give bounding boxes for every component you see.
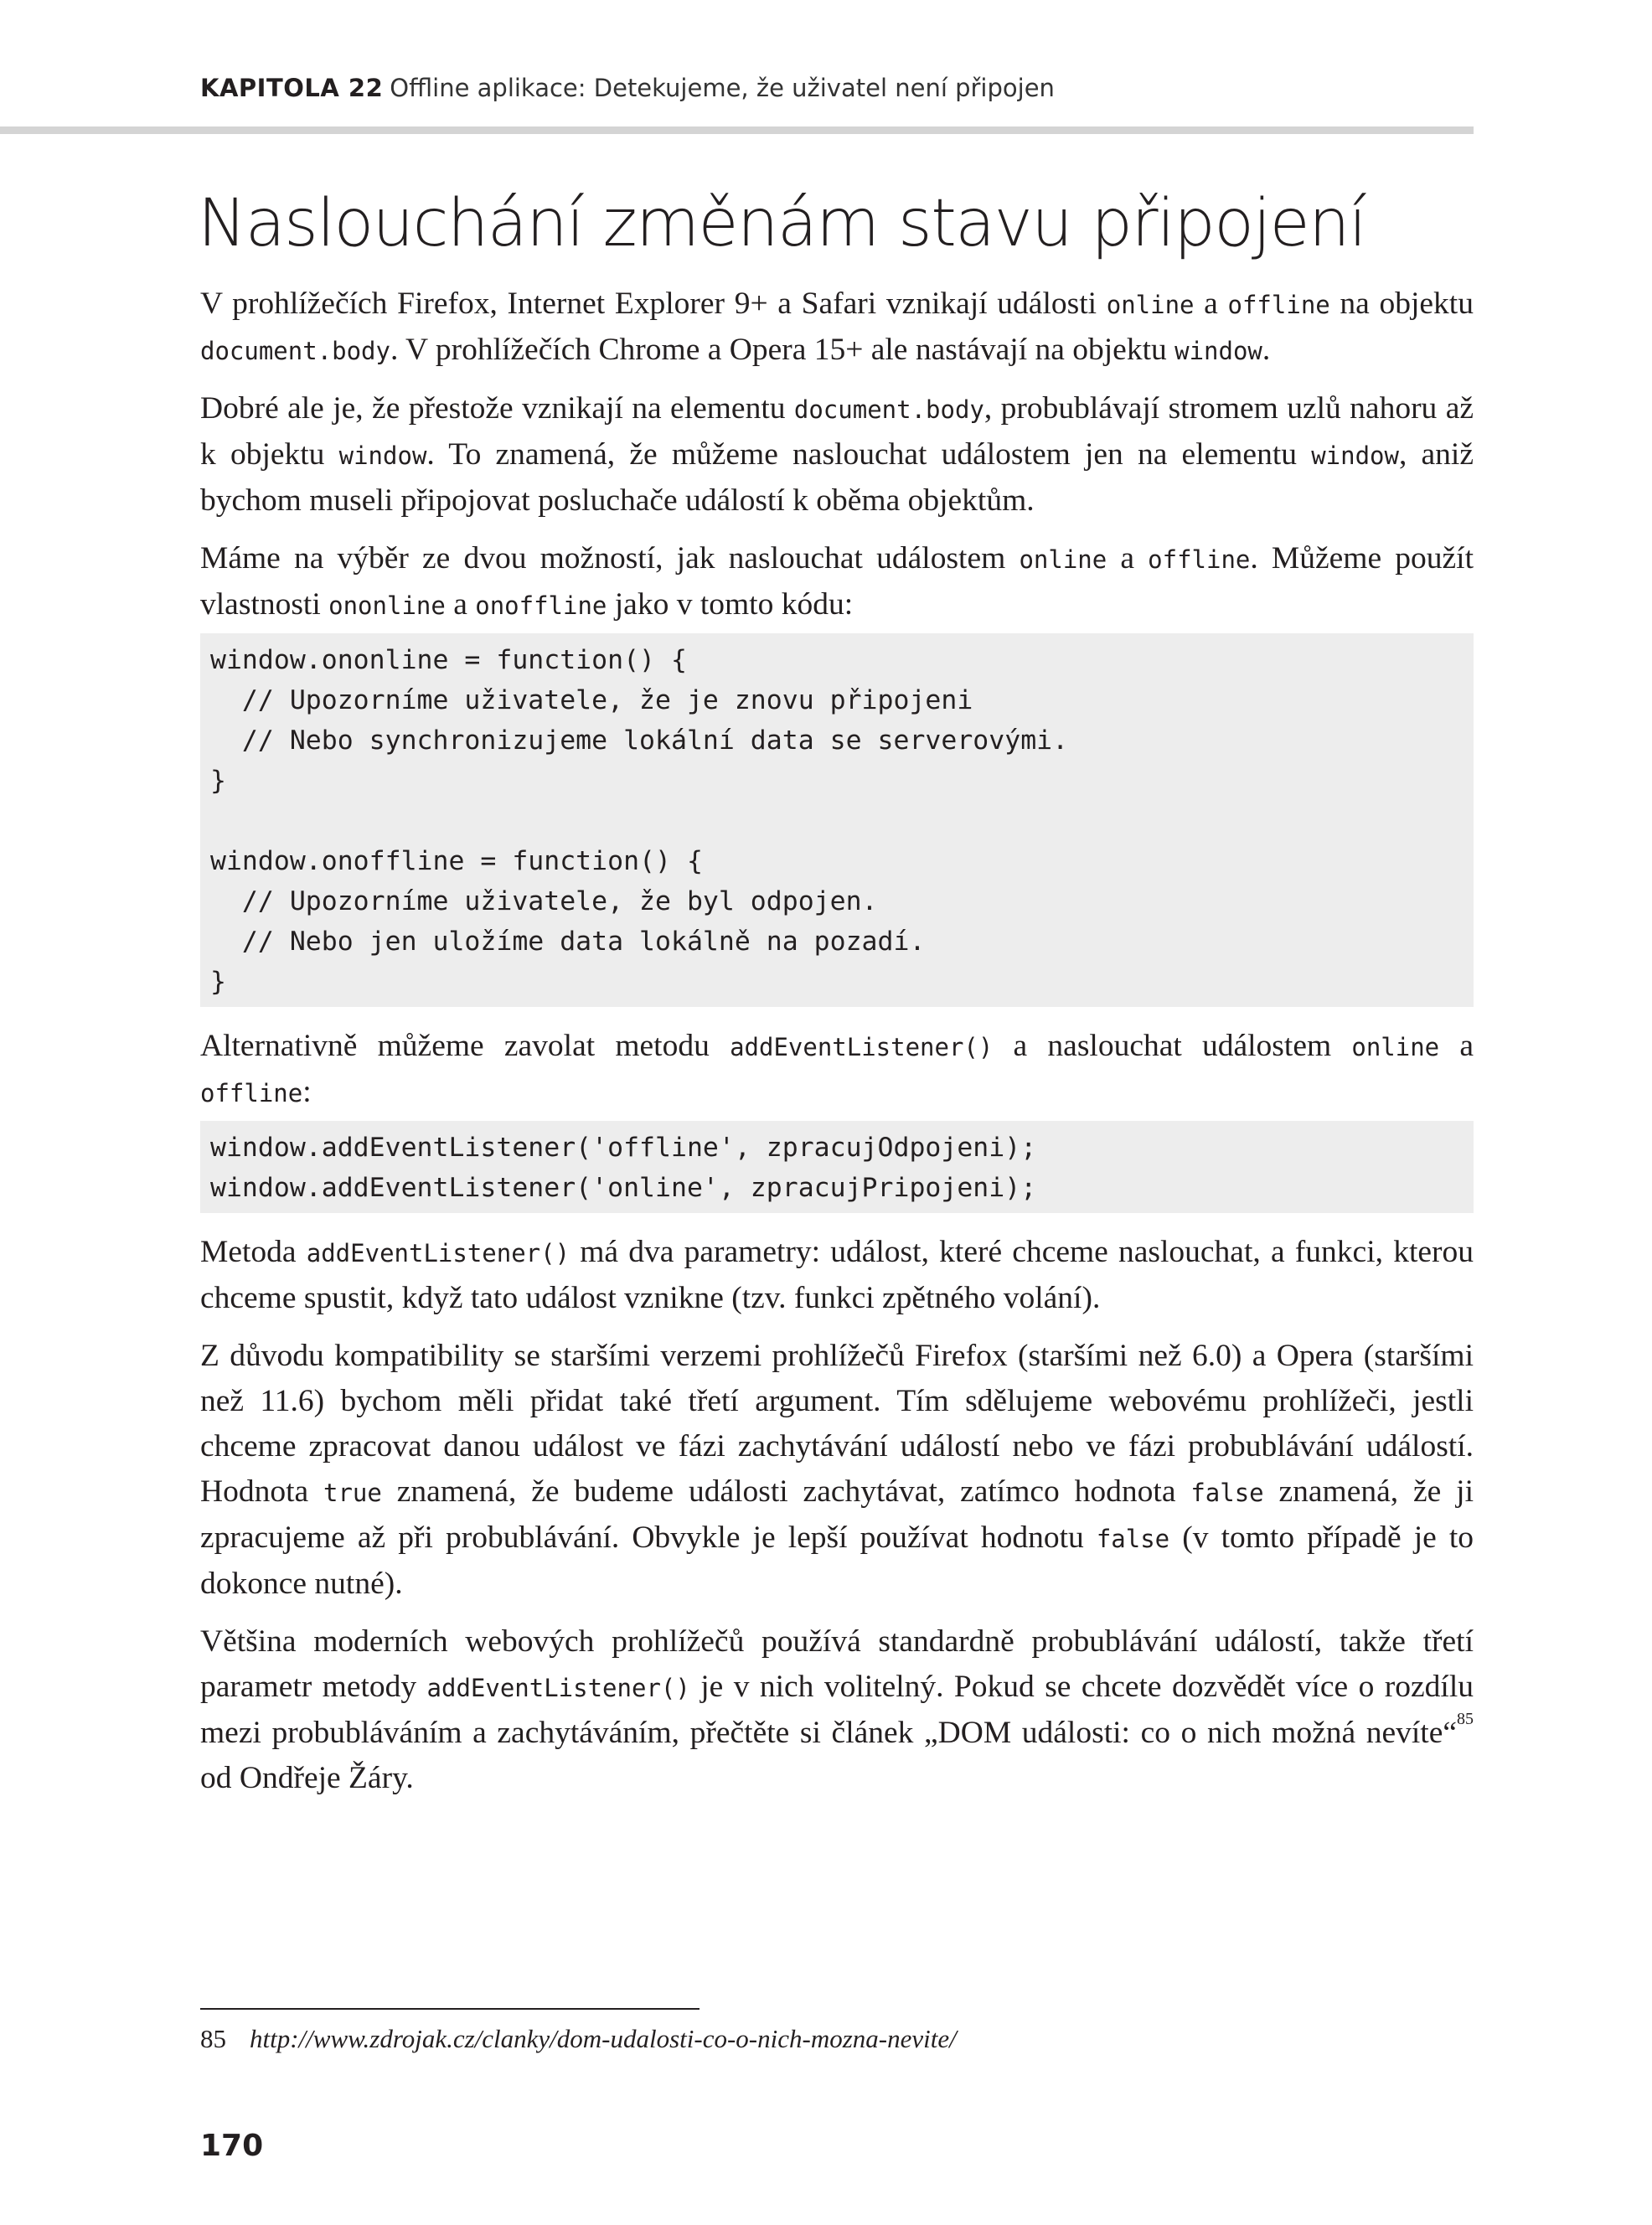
inline-code: document.body	[200, 337, 390, 365]
text: a	[1439, 1029, 1474, 1063]
text: Máme na výběr ze dvou možností, jak naslouchat událostem	[200, 541, 1020, 576]
text: , probublávají stromem uzlů nahoru až k objektu	[200, 391, 1474, 472]
text: Dobré ale je, že přestože vznikají na elementu	[200, 391, 794, 426]
text: na objektu	[1329, 287, 1474, 321]
main-content	[200, 281, 1474, 1814]
inline-code: online	[1019, 545, 1107, 574]
inline-code: addEventListener()	[730, 1033, 994, 1061]
inline-code: window	[1311, 441, 1399, 470]
text: :	[302, 1075, 312, 1109]
footnote-ref[interactable]: 85	[1457, 1710, 1474, 1728]
header-rule	[0, 126, 1474, 134]
text: a naslouchat událostem	[993, 1029, 1352, 1063]
text: Z důvodu kompatibility se staršími verzemi prohlížečů Firefox (staršími než 6.0) a Opera (staršími než 11.6) bychom měli přidat také třetí argument. Tím sdělujeme webovému prohlížeči, jestli chceme zpracovat danou událost ve fázi zachytávání událostí nebo ve fázi probublávání událostí. Hodnota	[200, 1339, 1474, 1509]
inline-code: window	[338, 441, 427, 470]
inline-code: addEventListener()	[306, 1239, 570, 1267]
text: , aniž bychom museli připojovat posluchače událostí k oběma objektům.	[200, 437, 1474, 518]
paragraph-3	[200, 536, 1474, 628]
footnote	[200, 2024, 957, 2054]
text: .	[1262, 333, 1271, 367]
text: a	[445, 587, 476, 622]
code-block-2: window.addEventListener('offline', zpracujOdpojeni); window.addEventListener('online', zpracujPripojeni);	[200, 1121, 1474, 1213]
text: má dva parametry: událost, které chceme naslouchat, a funkci, kterou chceme spustit, když tato událost vznikne (tzv. funkci zpětného volání).	[200, 1235, 1474, 1315]
inline-code: offline	[1227, 291, 1330, 319]
footnote-url[interactable]: http://www.zdrojak.cz/clanky/dom-udalosti-co-o-nich-mozna-nevite/	[250, 2024, 957, 2053]
paragraph-5	[200, 1230, 1474, 1321]
text: Metoda	[200, 1235, 307, 1269]
paragraph-6	[200, 1334, 1474, 1607]
inline-code: online	[1106, 291, 1195, 319]
page-number: 170	[200, 2129, 264, 2163]
text: znamená, že budeme události zachytávat, zatímco hodnota	[381, 1474, 1191, 1509]
text: . V prohlížečích Chrome a Opera 15+ ale nastávají na objektu	[390, 333, 1175, 367]
running-header	[200, 74, 1474, 102]
text: od Ondřeje Žáry.	[200, 1761, 414, 1795]
text: . Můžeme použít vlastnosti	[200, 541, 1474, 622]
inline-code: false	[1096, 1525, 1170, 1553]
code-block-1: window.ononline = function() { // Upozorníme uživatele, že je znovu připojeni // Nebo synchronizujeme lokální data se serverovými. } window.onoffline = function() { // Upozorníme uživatele, že byl odpojen. // Nebo jen uložíme data lokálně na pozadí. }	[200, 633, 1474, 1007]
inline-code: document.body	[793, 395, 984, 424]
paragraph-2	[200, 386, 1474, 524]
inline-code: false	[1190, 1479, 1264, 1507]
paragraph-4	[200, 1024, 1474, 1116]
text: jako v tomto kódu:	[607, 587, 854, 622]
text: Alternativně můžeme zavolat metodu	[200, 1029, 730, 1063]
inline-code: onoffline	[475, 591, 607, 620]
inline-code: offline	[200, 1079, 303, 1107]
text: znamená, že ji zpracujeme až při probublávání. Obvykle je lepší používat hodnotu	[200, 1474, 1474, 1555]
text: . To znamená, že můžeme naslouchat událostem jen na elementu	[426, 437, 1312, 472]
text: (v tomto případě je to dokonce nutné).	[200, 1520, 1474, 1601]
section-title: Naslouchání změnám stavu připojení	[198, 186, 1366, 261]
paragraph-1	[200, 281, 1474, 374]
footnote-rule	[200, 2008, 700, 2010]
text: je v nich volitelný. Pokud se chcete dozvědět více o rozdílu mezi probubláváním a zachytáváním, přečtěte si článek „DOM události: co o nich možná nevíte“	[200, 1670, 1474, 1750]
footnote-number: 85	[200, 2024, 226, 2053]
chapter-label: KAPITOLA 22	[200, 74, 384, 102]
text: Většina moderních webových prohlížečů používá standardně probublávání událostí, takže třetí parametr metody	[200, 1624, 1474, 1704]
inline-code: true	[323, 1479, 382, 1507]
text: a	[1194, 287, 1228, 321]
chapter-subtitle: Offline aplikace: Detekujeme, že uživatel není připojen	[390, 74, 1055, 102]
inline-code: addEventListener()	[426, 1674, 690, 1702]
inline-code: ononline	[328, 591, 446, 620]
inline-code: window	[1174, 337, 1262, 365]
paragraph-7	[200, 1619, 1474, 1801]
text: a	[1107, 541, 1149, 576]
inline-code: offline	[1148, 545, 1251, 574]
inline-code: online	[1351, 1033, 1440, 1061]
text: V prohlížečích Firefox, Internet Explorer 9+ a Safari vznikají události	[200, 287, 1107, 321]
